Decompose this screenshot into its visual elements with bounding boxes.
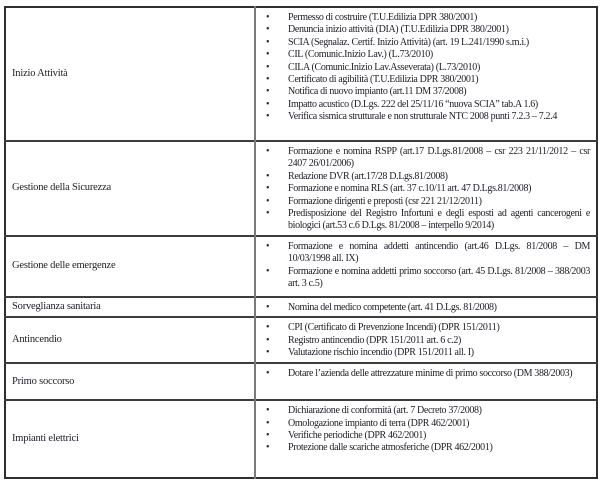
bullet-icon: • xyxy=(266,12,270,23)
obligations-list xyxy=(256,12,596,124)
list-item xyxy=(256,368,596,380)
obligation-text: Redazione DVR (art.17/28 D.Lgs.81/2008) xyxy=(288,170,448,182)
obligations-list xyxy=(256,322,596,359)
category-cell xyxy=(5,297,255,317)
list-item xyxy=(256,196,596,208)
obligation-text: Nomina del medico competente (art. 41 D.Lgs. 81/2008) xyxy=(288,301,497,313)
obligation-text: Valutazione rischio incendio (DPR 151/2011 all. I) xyxy=(288,347,474,359)
bullet-icon: • xyxy=(266,146,270,157)
obligation-text: Notifica di nuovo impianto (art.11 DM 37/2008) xyxy=(288,86,467,98)
list-item xyxy=(256,347,596,359)
obligations-cell xyxy=(255,141,597,236)
obligation-text: Omologazione impianto di terra (DPR 462/2001) xyxy=(288,417,470,429)
obligations-cell xyxy=(255,400,597,478)
obligation-text: Certificato di agibilità (T.U.Edilizia DPR 380/2001) xyxy=(288,74,479,86)
list-item xyxy=(256,146,596,171)
bullet-icon: • xyxy=(266,322,270,334)
list-item xyxy=(256,266,596,291)
bullet-icon: • xyxy=(266,195,270,207)
obligation-text: CIL (Comunic.Inizio Lav.) (L.73/2010) xyxy=(288,49,433,61)
list-item xyxy=(256,49,596,61)
category-label: Gestione delle emergenze xyxy=(12,260,116,272)
obligation-text: Verifiche periodiche (DPR 462/2001) xyxy=(288,430,426,442)
list-item xyxy=(256,405,596,417)
list-item xyxy=(256,430,596,442)
obligation-text: Formazione e nomina RLS (art. 37 c.10/11 art. 47 D.Lgs.81/2008) xyxy=(288,183,532,195)
list-item xyxy=(256,24,596,36)
obligation-text: Formazione e nomina RSPP (art.17 D.Lgs.81/2008 – csr 223 21/11/2012 – csr 2407 26/01/2006) xyxy=(288,146,590,170)
bullet-icon: • xyxy=(266,49,270,61)
category-cell xyxy=(5,400,255,478)
category-label: Impianti elettrici xyxy=(12,433,79,444)
obligations-cell xyxy=(255,236,597,297)
list-item xyxy=(256,302,596,314)
bullet-icon: • xyxy=(266,265,270,277)
obligation-text: Impatto acustico (D.Lgs. 222 del 25/11/16 “nuova SCIA” tab.A 1.6) xyxy=(288,98,538,110)
category-label: Sorveglianza sanitaria xyxy=(12,300,101,312)
obligations-cell xyxy=(255,7,597,141)
bullet-icon: • xyxy=(266,301,270,313)
bullet-icon: • xyxy=(266,36,270,48)
obligations-list xyxy=(256,405,596,455)
obligation-text: CPI (Certificato di Prevenzione Incendi) (DPR 151/2011) xyxy=(288,322,500,334)
list-item xyxy=(256,171,596,183)
list-item xyxy=(256,208,596,233)
bullet-icon: • xyxy=(266,98,270,110)
table-row xyxy=(5,297,597,317)
obligation-text: Dichiarazione di conformità (art. 7 Decreto 37/2008) xyxy=(288,405,482,417)
obligation-text: Verifica sismica strutturale e non strutturale NTC 2008 punti 7.2.3 – 7.2.4 xyxy=(288,111,557,123)
list-item xyxy=(256,241,596,266)
list-item xyxy=(256,183,596,195)
compliance-table-body xyxy=(5,7,597,478)
bullet-icon: • xyxy=(266,347,270,359)
obligation-text: Predisposizione del Registro Infortuni e degli esposti ad agenti cancerogeni e biologici (art.53 c.6 D.Lgs. 81/2008 – interpello 9/2014) xyxy=(288,208,590,232)
obligations-list xyxy=(256,368,596,380)
category-label: Gestione della Sicurezza xyxy=(12,182,111,194)
obligations-cell xyxy=(255,363,597,400)
obligations-cell xyxy=(255,297,597,317)
category-label: Antincendio xyxy=(12,334,62,345)
category-cell xyxy=(5,317,255,363)
list-item xyxy=(256,37,596,49)
list-item xyxy=(256,322,596,334)
table-row xyxy=(5,7,597,141)
obligation-text: Denuncia inizio attività (DIA) (T.U.Edilizia DPR 380/2001) xyxy=(288,24,509,36)
bullet-icon: • xyxy=(266,405,270,417)
obligation-text: Protezione dalle scariche atmosferiche (DPR 462/2001) xyxy=(288,442,493,454)
obligation-text: Dotare l’azienda delle attrezzature minime di primo soccorso (DM 388/2003) xyxy=(288,368,573,380)
list-item xyxy=(256,99,596,111)
category-cell xyxy=(5,7,255,141)
obligations-list xyxy=(256,302,596,314)
bullet-icon: • xyxy=(266,111,270,123)
bullet-icon: • xyxy=(266,183,270,195)
category-label: Inizio Attività xyxy=(12,67,68,79)
table-row xyxy=(5,400,597,478)
obligations-list xyxy=(256,241,596,291)
bullet-icon: • xyxy=(266,240,270,252)
bullet-icon: • xyxy=(266,170,270,182)
bullet-icon: • xyxy=(266,417,270,429)
obligations-list xyxy=(256,146,596,233)
table-row xyxy=(5,236,597,297)
list-item xyxy=(256,418,596,430)
list-item xyxy=(256,74,596,86)
obligation-text: SCIA (Segnalaz. Certif. Inizio Attività) (art. 19 L.241/1990 s.m.i.) xyxy=(288,36,529,48)
list-item xyxy=(256,12,596,24)
obligation-text: CILA (Comunic.Inizio Lav.Asseverata) (L.73/2010) xyxy=(288,61,480,73)
bullet-icon: • xyxy=(266,368,270,380)
bullet-icon: • xyxy=(266,430,270,442)
obligation-text: Permesso di costruire (T.U.Edilizia DPR 380/2001) xyxy=(288,12,478,23)
obligation-text: Formazione e nomina addetti antincendio (art.46 D.Lgs. 81/2008 – DM 10/03/1998 all. IX) xyxy=(288,240,590,265)
category-cell xyxy=(5,363,255,400)
table-row xyxy=(5,317,597,363)
table-row xyxy=(5,363,597,400)
bullet-icon: • xyxy=(266,442,270,454)
list-item xyxy=(256,86,596,98)
list-item xyxy=(256,62,596,74)
category-label: Primo soccorso xyxy=(12,375,75,387)
list-item xyxy=(256,335,596,347)
table-row xyxy=(5,141,597,236)
obligation-text: Formazione dirigenti e preposti (csr 221 21/12/2011) xyxy=(288,195,482,207)
category-cell xyxy=(5,141,255,236)
obligation-text: Registro antincendio (DPR 151/2011 art. 6 c.2) xyxy=(288,334,461,346)
bullet-icon: • xyxy=(266,74,270,86)
bullet-icon: • xyxy=(266,334,270,346)
compliance-table xyxy=(4,6,598,479)
obligation-text: Formazione e nomina addetti primo soccorso (art. 45 D.Lgs. 81/2008 – 388/2003 art. 3 c.5) xyxy=(288,265,590,290)
bullet-icon: • xyxy=(266,208,270,220)
list-item xyxy=(256,111,596,123)
category-cell xyxy=(5,236,255,297)
bullet-icon: • xyxy=(266,61,270,73)
bullet-icon: • xyxy=(266,86,270,98)
list-item xyxy=(256,442,596,454)
obligations-cell xyxy=(255,317,597,363)
bullet-icon: • xyxy=(266,24,270,36)
